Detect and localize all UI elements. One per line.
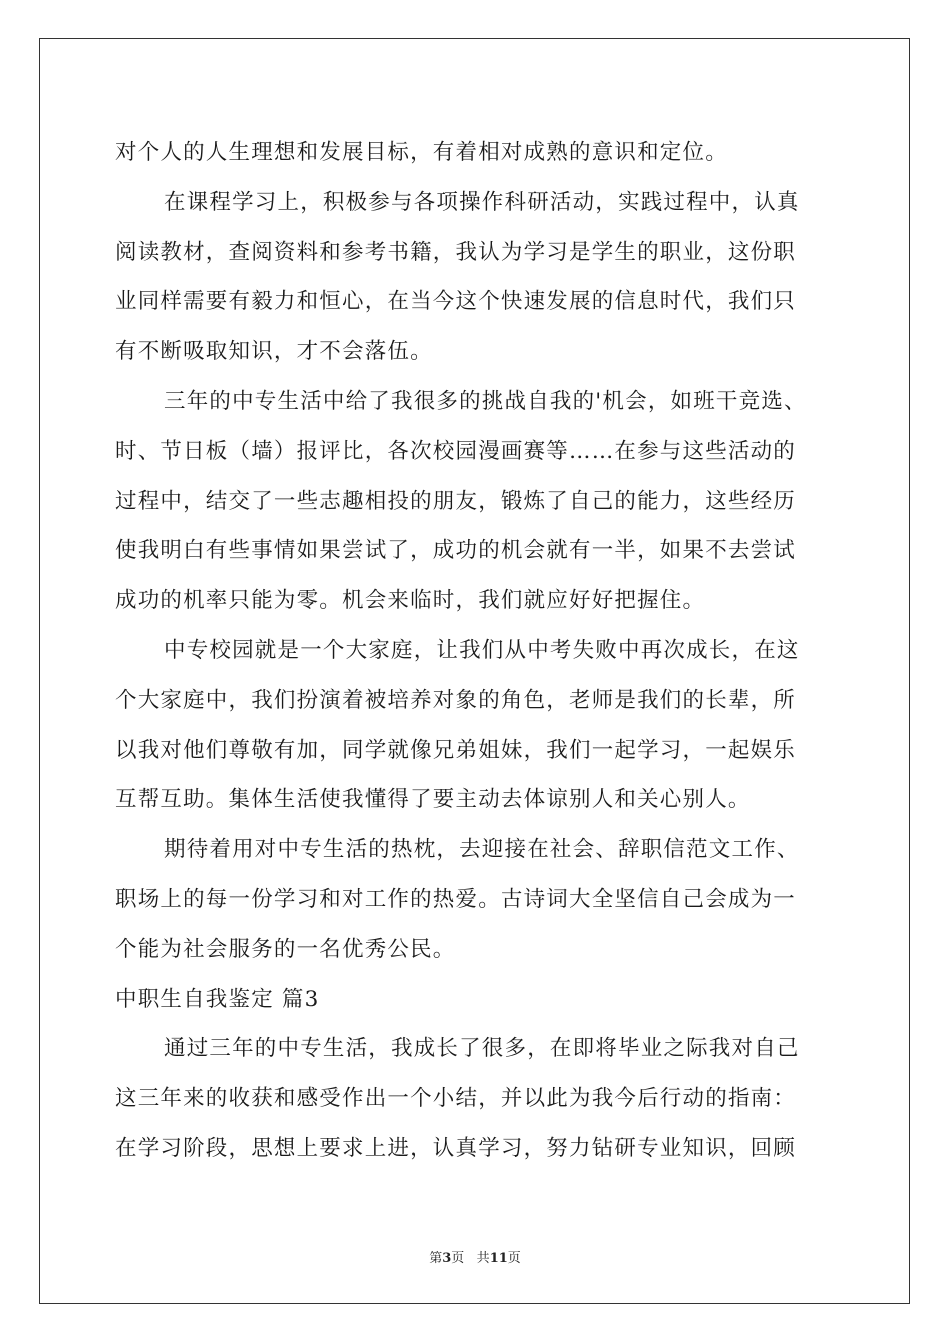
total-prefix: 共 — [476, 1251, 490, 1266]
text-line: 互帮互助。集体生活使我懂得了要主动去体谅别人和关心别人。 — [115, 787, 751, 813]
text-line: 使我明白有些事情如果尝试了，成功的机会就有一半，如果不去尝试 — [115, 538, 797, 564]
paragraph-start: 在课程学习上，积极参与各项操作科研活动，实践过程中，认真 — [164, 189, 800, 215]
document-body — [115, 128, 845, 1174]
page-prefix: 第 — [429, 1251, 443, 1266]
section-heading: 中职生自我鉴定 篇3 — [115, 986, 320, 1012]
text-line: 时、节日板（墙）报评比，各次校园漫画赛等……在参与这些活动的 — [115, 438, 797, 464]
text-line: 职场上的每一份学习和对工作的热爱。古诗词大全坚信自己会成为一 — [115, 886, 797, 912]
page-suffix: 页 — [451, 1251, 465, 1266]
text-line: 个能为社会服务的一名优秀公民。 — [115, 936, 456, 962]
paragraph-start: 中专校园就是一个大家庭，让我们从中考失败中再次成长，在这 — [164, 637, 800, 663]
text-line: 以我对他们尊敬有加，同学就像兄弟姐妹，我们一起学习，一起娱乐 — [115, 737, 797, 763]
text-line: 过程中，结交了一些志趣相投的朋友，锻炼了自己的能力，这些经历 — [115, 488, 797, 514]
total-pages: 11 — [489, 1251, 508, 1266]
text-line: 在学习阶段，思想上要求上进，认真学习，努力钻研专业知识，回顾 — [115, 1135, 797, 1161]
text-line: 业同样需要有毅力和恒心，在当今这个快速发展的信息时代，我们只 — [115, 289, 797, 315]
text-line: 这三年来的收获和感受作出一个小结，并以此为我今后行动的指南： — [115, 1086, 797, 1112]
paragraph-start: 期待着用对中专生活的热枕，去迎接在社会、辞职信范文工作、 — [164, 837, 800, 863]
text-line: 个大家庭中，我们扮演着被培养对象的角色，老师是我们的长辈，所 — [115, 687, 797, 713]
total-suffix: 页 — [507, 1251, 521, 1266]
text-line: 成功的机率只能为零。机会来临时，我们就应好好把握住。 — [115, 588, 706, 614]
paragraph-start: 通过三年的中专生活，我成长了很多，在即将毕业之际我对自己 — [164, 1036, 800, 1062]
text-line: 有不断吸取知识，才不会落伍。 — [115, 339, 433, 365]
paragraph-start: 三年的中专生活中给了我很多的挑战自我的'机会，如班干竞选、 — [164, 388, 807, 414]
page-footer — [0, 1247, 950, 1266]
text-line: 阅读教材，查阅资料和参考书籍，我认为学习是学生的职业，这份职 — [115, 239, 797, 265]
text-line: 对个人的人生理想和发展目标，有着相对成熟的意识和定位。 — [115, 140, 728, 165]
page-number: 3 — [442, 1251, 452, 1266]
